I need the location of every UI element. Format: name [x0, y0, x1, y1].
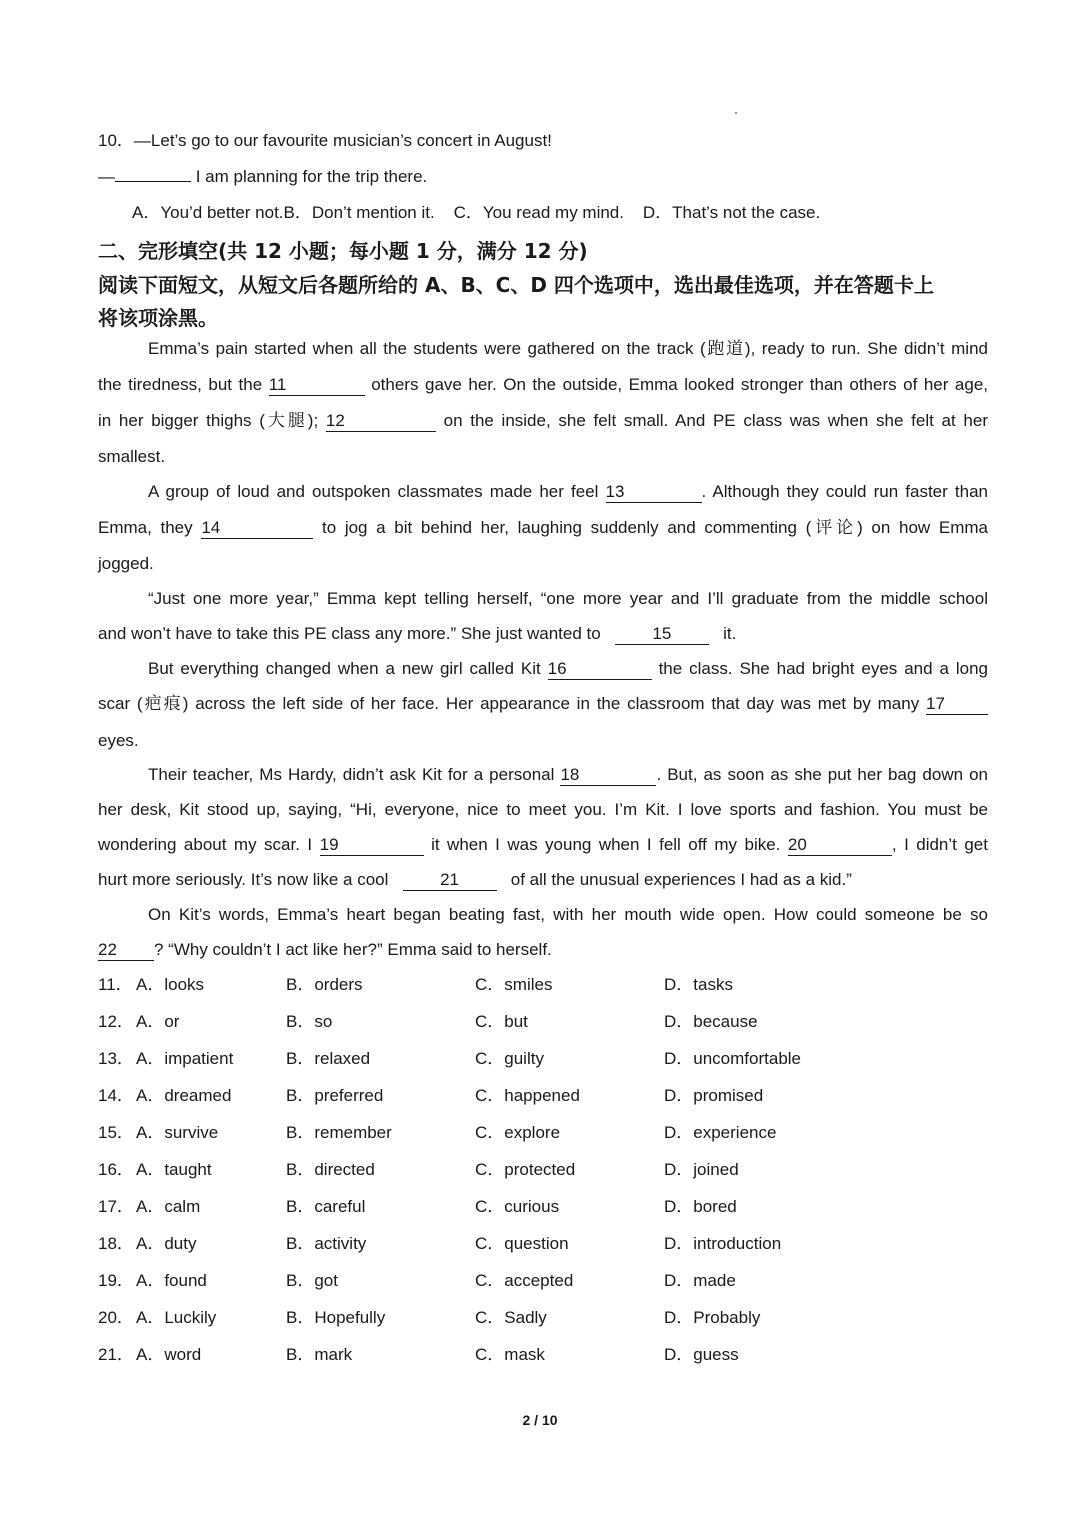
passage-line: smallest. [98, 447, 166, 466]
option-a: A．duty [136, 1234, 197, 1253]
question-number: 14． [98, 1086, 134, 1105]
passage-line: On Kit’s words, Emma’s heart began beating fast, with her mouth wide open. How could someone be so [148, 905, 988, 924]
passage-line: A group of loud and outspoken classmates made her feel 13 . Although they could run faster than [148, 482, 988, 501]
section-instruction: 阅读下面短文，从短文后各题所给的 A、B、C、D 四个选项中，选出最佳选项，并在答题卡上 [98, 273, 934, 297]
blank-21: 21 [403, 870, 497, 891]
question-number: 18． [98, 1234, 134, 1253]
blank-15: 15 [615, 624, 709, 645]
option-a: A．or [136, 1012, 180, 1031]
option-c: C．protected [475, 1160, 576, 1179]
passage-line: and won’t have to take this PE class any more.” She just wanted to 15 it. [98, 624, 737, 643]
option-c: C．mask [475, 1345, 545, 1364]
option-a: A．calm [136, 1197, 201, 1216]
question-number: 12． [98, 1012, 134, 1031]
option-a: A．dreamed [136, 1086, 232, 1105]
question-number: 15． [98, 1123, 134, 1142]
blank-22: 22 [98, 940, 154, 961]
blank-13: 13 [606, 482, 702, 503]
q10-options: A．You’d better not.B．Don’t mention it. C．You read my mind. D．That’s not the case. [132, 203, 821, 222]
option-c: C．but [475, 1012, 528, 1031]
question-number: 19． [98, 1271, 134, 1290]
question-row [98, 1158, 898, 1182]
option-d: D．uncomfortable [664, 1049, 802, 1068]
option-b: B．preferred [286, 1086, 384, 1105]
option-d: D．because [664, 1012, 758, 1031]
passage-line: jogged. [98, 554, 154, 573]
question-row [98, 973, 898, 997]
blank-17: 17 [926, 694, 988, 715]
option-a: A．taught [136, 1160, 212, 1179]
passage-line: scar (疤痕) across the left side of her face. Her appearance in the classroom that day was met by many 17 [98, 692, 988, 716]
option-a: A．looks [136, 975, 205, 994]
passage-line: But everything changed when a new girl called Kit 16 the class. She had bright eyes and a long [148, 659, 988, 678]
option-c: C．question [475, 1234, 569, 1253]
q10-stem: 10．—Let’s go to our favourite musician’s concert in August! [98, 131, 552, 150]
option-b: B．careful [286, 1197, 366, 1216]
question-row [98, 1269, 898, 1293]
question-row [98, 1232, 898, 1256]
option-d: D．promised [664, 1086, 764, 1105]
option-a: A．word [136, 1345, 202, 1364]
passage-line: wondering about my scar. I 19 it when I was young when I fell off my bike. 20 , I didn’t get [98, 835, 988, 854]
option-b: B．got [286, 1271, 338, 1290]
option-c: C．curious [475, 1197, 560, 1216]
passage-line: Their teacher, Ms Hardy, didn’t ask Kit for a personal 18 . But, as soon as she put her bag down on [148, 765, 988, 784]
option-d: D．made [664, 1271, 736, 1290]
question-row [98, 1084, 898, 1108]
question-number: 13． [98, 1049, 134, 1068]
q10-blank [115, 181, 191, 182]
passage-line: Emma’s pain started when all the students were gathered on the track (跑道), ready to run. She didn’t mind [148, 339, 988, 358]
option-b: B．mark [286, 1345, 353, 1364]
blank-14: 14 [201, 518, 313, 539]
option-d: D．joined [664, 1160, 739, 1179]
question-row [98, 1195, 898, 1219]
option-b: B．directed [286, 1160, 375, 1179]
passage-line: her desk, Kit stood up, saying, “Hi, everyone, nice to meet you. I’m Kit. I love sports and fashion. You must be [98, 800, 988, 819]
option-b: B．orders [286, 975, 363, 994]
section-instruction-cont: 将该项涂黑。 [98, 306, 218, 330]
option-c: C．happened [475, 1086, 580, 1105]
option-a: A．found [136, 1271, 207, 1290]
option-a: A．impatient [136, 1049, 234, 1068]
question-row [98, 1010, 898, 1034]
option-b: B．relaxed [286, 1049, 371, 1068]
question-row [98, 1047, 898, 1071]
blank-19: 19 [320, 835, 424, 856]
question-row [98, 1121, 898, 1145]
page-number: 2 / 10 [522, 1412, 558, 1428]
option-b: B．so [286, 1012, 333, 1031]
option-d: D．tasks [664, 975, 733, 994]
option-a: A．Luckily [136, 1308, 217, 1327]
question-number: 16． [98, 1160, 134, 1179]
option-c: C．guilty [475, 1049, 544, 1068]
option-d: D．introduction [664, 1234, 782, 1253]
blank-20: 20 [788, 835, 892, 856]
option-d: D．Probably [664, 1308, 761, 1327]
option-d: D．guess [664, 1345, 739, 1364]
option-c: C．Sadly [475, 1308, 547, 1327]
passage-line: “Just one more year,” Emma kept telling herself, “one more year and I’ll graduate from the middle school [148, 589, 988, 608]
blank-16: 16 [548, 659, 652, 680]
question-row [98, 1343, 898, 1367]
section-title: 二、完形填空(共 12 小题；每小题 1 分，满分 12 分) [98, 239, 588, 263]
passage-line: the tiredness, but the 11 others gave her. On the outside, Emma looked stronger than others of her age, [98, 375, 988, 394]
blank-18: 18 [560, 765, 656, 786]
option-d: D．bored [664, 1197, 737, 1216]
question-number: 17． [98, 1197, 134, 1216]
passage-line: Emma, they 14 to jog a bit behind her, laughing suddenly and commenting (评论) on how Emma [98, 518, 988, 537]
option-d: D．experience [664, 1123, 777, 1142]
passage-line: in her bigger thighs (大腿); 12 on the inside, she felt small. And PE class was when she felt at her [98, 411, 988, 430]
question-row [98, 1306, 898, 1330]
option-b: B．remember [286, 1123, 392, 1142]
option-a: A．survive [136, 1123, 219, 1142]
scan-speck [735, 112, 737, 114]
option-c: C．accepted [475, 1271, 574, 1290]
option-c: C．smiles [475, 975, 553, 994]
blank-12: 12 [326, 411, 436, 432]
passage-line: 22 ? “Why couldn’t I act like her?” Emma said to herself. [98, 940, 552, 959]
passage-line: eyes. [98, 731, 139, 750]
question-number: 21． [98, 1345, 134, 1364]
question-number: 20． [98, 1308, 134, 1327]
q10-reply: — I am planning for the trip there. [98, 167, 428, 186]
option-b: B．Hopefully [286, 1308, 386, 1327]
blank-11: 11 [269, 375, 365, 396]
question-number: 11． [98, 975, 133, 994]
option-b: B．activity [286, 1234, 367, 1253]
passage-line: hurt more seriously. It’s now like a cool 21 of all the unusual experiences I had as a kid.” [98, 870, 852, 889]
option-c: C．explore [475, 1123, 561, 1142]
